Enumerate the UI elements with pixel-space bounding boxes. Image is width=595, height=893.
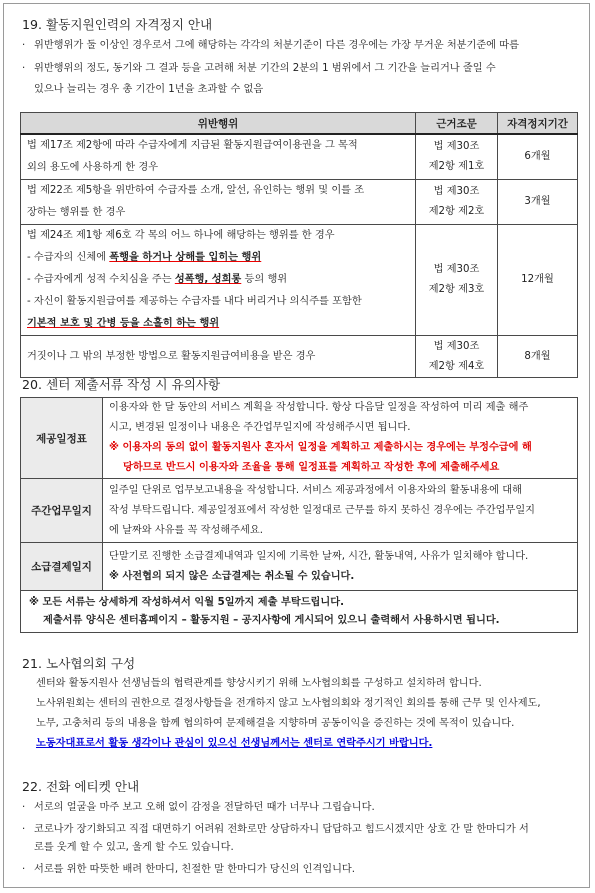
section-21-title: 21. 노사협의회 구성 xyxy=(22,656,136,671)
doc-label: 제공일정표 xyxy=(21,398,103,479)
col-header: 위반행위 xyxy=(21,113,416,135)
suspension-table xyxy=(20,112,578,378)
s19-bullet-2-cont: 있으나 늘리는 경우 총 기간이 1년을 초과할 수 없음 xyxy=(34,84,264,95)
s19-bullet-2: · 위반행위의 정도, 동기와 그 결과 등을 고려해 처분 기간의 2분의 1 범위에서 그 기간을 늘리거나 줄일 수 xyxy=(22,63,496,74)
doc-desc: 일주일 단위로 업무보고내용을 작성합니다. 서비스 제공과정에서 이용자와의 활동내용에 대해 작성 부탁드립니다. 제공일정표에서 작성한 일정대로 근무를 하지 못하신 경우에는 주간업무일지 에 날짜와 사유를 꼭 작성해주세요. xyxy=(103,479,578,543)
table-row xyxy=(21,336,578,378)
period-cell: 8개월 xyxy=(498,336,578,378)
doc-label: 주간업무일지 xyxy=(21,479,103,543)
col-header: 자격정지기간 xyxy=(498,113,578,135)
doc-desc: 단말기로 진행한 소급결제내역과 일지에 기록한 날짜, 시간, 활동내역, 사유가 일치해야 합니다. ※ 사전협의 되지 않은 소급결제는 취소될 수 있습니다. xyxy=(103,543,578,591)
s22-bullet-1: · 서로의 얼굴을 마주 보고 오해 없이 감정을 전달하던 때가 너무나 그립습니다. xyxy=(22,802,375,813)
submission-note: ※ 모든 서류는 상세하게 작성하셔서 익월 5일까지 제출 부탁드립니다. 제출서류 양식은 센터홈페이지 – 활동지원 – 공지사항에 게시되어 있으니 출력해서 사용하시면 됩니다. xyxy=(21,591,578,633)
table-row xyxy=(21,479,578,543)
violation-cell: 법 제22조 제5항을 위반하여 수급자를 소개, 알선, 유인하는 행위 및 이를 조 장하는 행위를 한 경우 xyxy=(21,180,416,225)
table-header xyxy=(21,113,578,135)
violation-cell: 법 제17조 제2항에 따라 수급자에게 지급된 활동지원급여이용권을 그 목적 외의 용도에 사용하게 한 경우 xyxy=(21,134,416,180)
s21-paragraph: 센터와 활동지원사 선생님들의 협력관계를 향상시키기 위해 노사협의회를 구성하고 설치하려 합니다. 노사위원회는 센터의 권한으로 결정사항들을 전개하지 않고 노사협의회와 정기적인 회의를 통해 근무 및 인사제도, 노무, 고충처리 등의 내용을 함께 협의하여 문제해결을 지향하며 공동이익을 증진하는 것에 목적이 있습니다. 노동자대표로서 활동 생각이나 관심이 있으신 선생님께서는 센터로 연락주시기 바랍니다. xyxy=(36,678,541,749)
table-row xyxy=(21,543,578,591)
s19-bullet-1: · 위반행위가 둘 이상인 경우로서 그에 해당하는 각각의 처분기준이 다른 경우에는 가장 무거운 처분기준에 따름 xyxy=(22,40,519,51)
section-22-title: 22. 전화 에티켓 안내 xyxy=(22,779,140,794)
s22-bullet-2: · 코로나가 장기화되고 직접 대면하기 어려워 전화로만 상담하자니 답답하고 힘드시겠지만 상호 간 말 한마디가 서 xyxy=(22,824,529,835)
violation-cell: 거짓이나 그 밖의 부정한 방법으로 활동지원급여비용을 받은 경우 xyxy=(21,336,416,378)
period-cell: 12개월 xyxy=(498,225,578,336)
documents-table xyxy=(20,397,578,633)
s22-bullet-2-cont: 로를 웃게 할 수 있고, 울게 할 수도 있습니다. xyxy=(34,842,234,853)
period-cell: 6개월 xyxy=(498,134,578,180)
section-19-title: 19. 활동지원인력의 자격정지 안내 xyxy=(22,17,213,32)
table-row xyxy=(21,398,578,479)
period-cell: 3개월 xyxy=(498,180,578,225)
s22-bullet-3: · 서로를 위한 따뜻한 배려 한마디, 친절한 말 한마디가 당신의 인격입니다. xyxy=(22,864,356,875)
doc-label: 소급결제일지 xyxy=(21,543,103,591)
basis-cell: 법 제30조 제2항 제3호 xyxy=(416,225,498,336)
table-row xyxy=(21,225,578,336)
doc-desc: 이용자와 한 달 동안의 서비스 계획을 작성합니다. 항상 다음달 일정을 작성하여 미리 제출 해주 시고, 변경된 일정이나 내용은 주간업무일지에 작성해주시면 됩니다. ※ 이용자의 동의 없이 활동지원사 혼자서 일정을 계획하고 제출하시는 경우에는 부정수급에 해 당하므로 반드시 이용자와 조율을 통해 일정표를 계획하고 작성한 후에 제출해주세요 xyxy=(103,398,578,479)
section-20-title: 20. 센터 제출서류 작성 시 유의사항 xyxy=(22,377,221,392)
table-row xyxy=(21,591,578,633)
table-row xyxy=(21,134,578,180)
violation-cell: 법 제24조 제1항 제6호 각 목의 어느 하나에 해당하는 행위를 한 경우 - 수급자의 신체에 폭행을 하거나 상해를 입히는 행위 - 수급자에게 성적 수치심을 주는 성폭행, 성희롱 등의 행위 - 자신이 활동지원급여를 제공하는 수급자를 내다 버리거나 의식주를 포함한 기본적 보호 및 간병 등을 소홀히 하는 행위 xyxy=(21,225,416,336)
col-header: 근거조문 xyxy=(416,113,498,135)
basis-cell: 법 제30조 제2항 제1호 xyxy=(416,134,498,180)
basis-cell: 법 제30조 제2항 제4호 xyxy=(416,336,498,378)
basis-cell: 법 제30조 제2항 제2호 xyxy=(416,180,498,225)
table-row xyxy=(21,180,578,225)
